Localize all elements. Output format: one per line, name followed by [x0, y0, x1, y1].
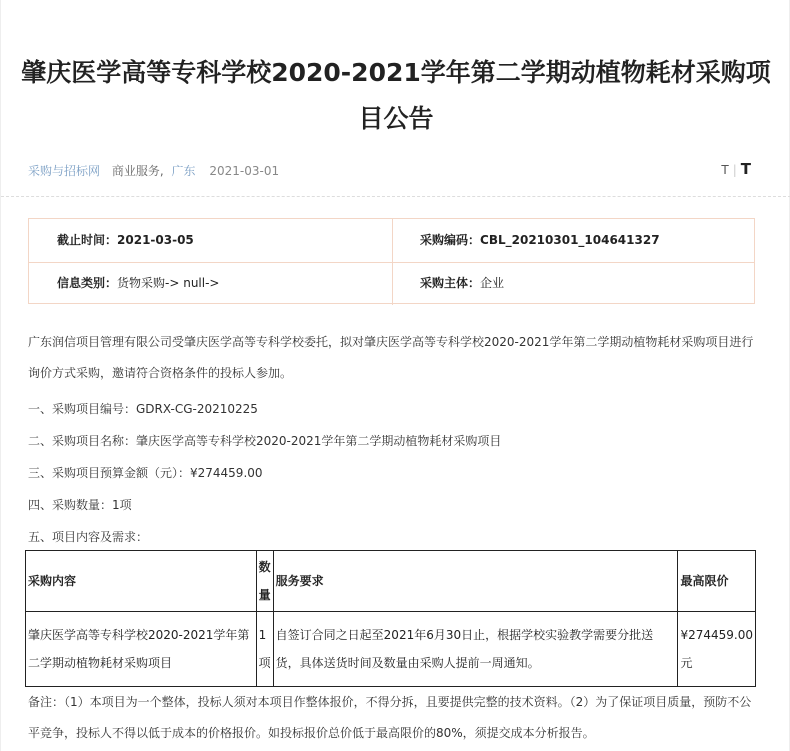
header-service: 服务要求 [273, 551, 678, 612]
cell-quantity: 1项 [256, 612, 273, 687]
cell-service: 自签订合同之日起至2021年6月30日止，根据学校实验教学需要分批送货，具体送货时间及数量由采购人提前一周通知。 [273, 612, 678, 687]
font-large-button[interactable]: T [740, 160, 751, 178]
deadline-field [57, 219, 194, 262]
publish-date: 2021-03-01 [209, 164, 280, 178]
source-link[interactable]: 采购与招标网 [28, 164, 101, 178]
intro-text: 广东润信项目管理有限公司受肇庆医学高等专科学校委托，拟对肇庆医学高等专科学校2020-2021学年第二学期动植物耗材采购项目进行询价方式采购，邀请符合资格条件的投标人参加。 [28, 335, 754, 380]
cell-max-price: ¥274459.00元 [678, 612, 756, 687]
code-value: CBL_20210301_104641327 [480, 233, 660, 247]
page-title: 肇庆医学高等专科学校2020-2021学年第二学期动植物耗材采购项目公告 [21, 58, 771, 133]
category-text: 商业服务, [111, 164, 164, 178]
divider [1, 196, 790, 197]
cell-content: 肇庆医学高等专科学校2020-2021学年第二学期动植物耗材采购项目 [26, 612, 257, 687]
code-field [420, 219, 660, 262]
table-row [26, 612, 756, 687]
info-box [28, 218, 755, 304]
project-quantity: 四、采购数量：1项 [28, 498, 132, 512]
deadline-label: 截止时间： [57, 233, 118, 247]
subject-value: 企业 [480, 276, 505, 290]
table-header-row [26, 551, 756, 612]
code-label: 采购编码： [420, 233, 481, 247]
deadline-value: 2021-03-05 [117, 233, 194, 247]
header-content: 采购内容 [26, 551, 257, 612]
region-link[interactable]: 广东 [171, 164, 196, 178]
type-value: 货物采购-> null-> [117, 276, 220, 290]
project-name: 二、采购项目名称：肇庆医学高等专科学校2020-2021学年第二学期动植物耗材采购项目 [28, 434, 502, 448]
subject-label: 采购主体： [420, 276, 481, 290]
header-max-price: 最高限价 [678, 551, 756, 612]
note-paragraph: 备注：（1）本项目为一个整体，投标人须对本项目作整体报价，不得分拆，且要提供完整的技术资料。（2）为了保证项目质量，预防不公平竞争，投标人不得以低于成本的价格报价。如投标报价总价低于最高限价的80%，须提交成本分析报告。 [28, 695, 752, 740]
project-content-heading: 五、项目内容及需求： [28, 530, 149, 544]
project-budget: 三、采购项目预算金额（元）：¥274459.00 [28, 466, 263, 480]
project-number: 一、采购项目编号：GDRX-CG-20210225 [28, 402, 258, 416]
intro-paragraph [28, 327, 758, 389]
meta-bar [28, 162, 279, 179]
type-label: 信息类别： [57, 276, 118, 290]
subject-field [420, 262, 504, 305]
requirements-table [25, 550, 756, 687]
type-field [57, 262, 219, 305]
font-small-button[interactable]: T [721, 163, 729, 177]
font-separator: | [732, 163, 737, 177]
font-size-controls [721, 160, 751, 178]
header-quantity: 数量 [256, 551, 273, 612]
